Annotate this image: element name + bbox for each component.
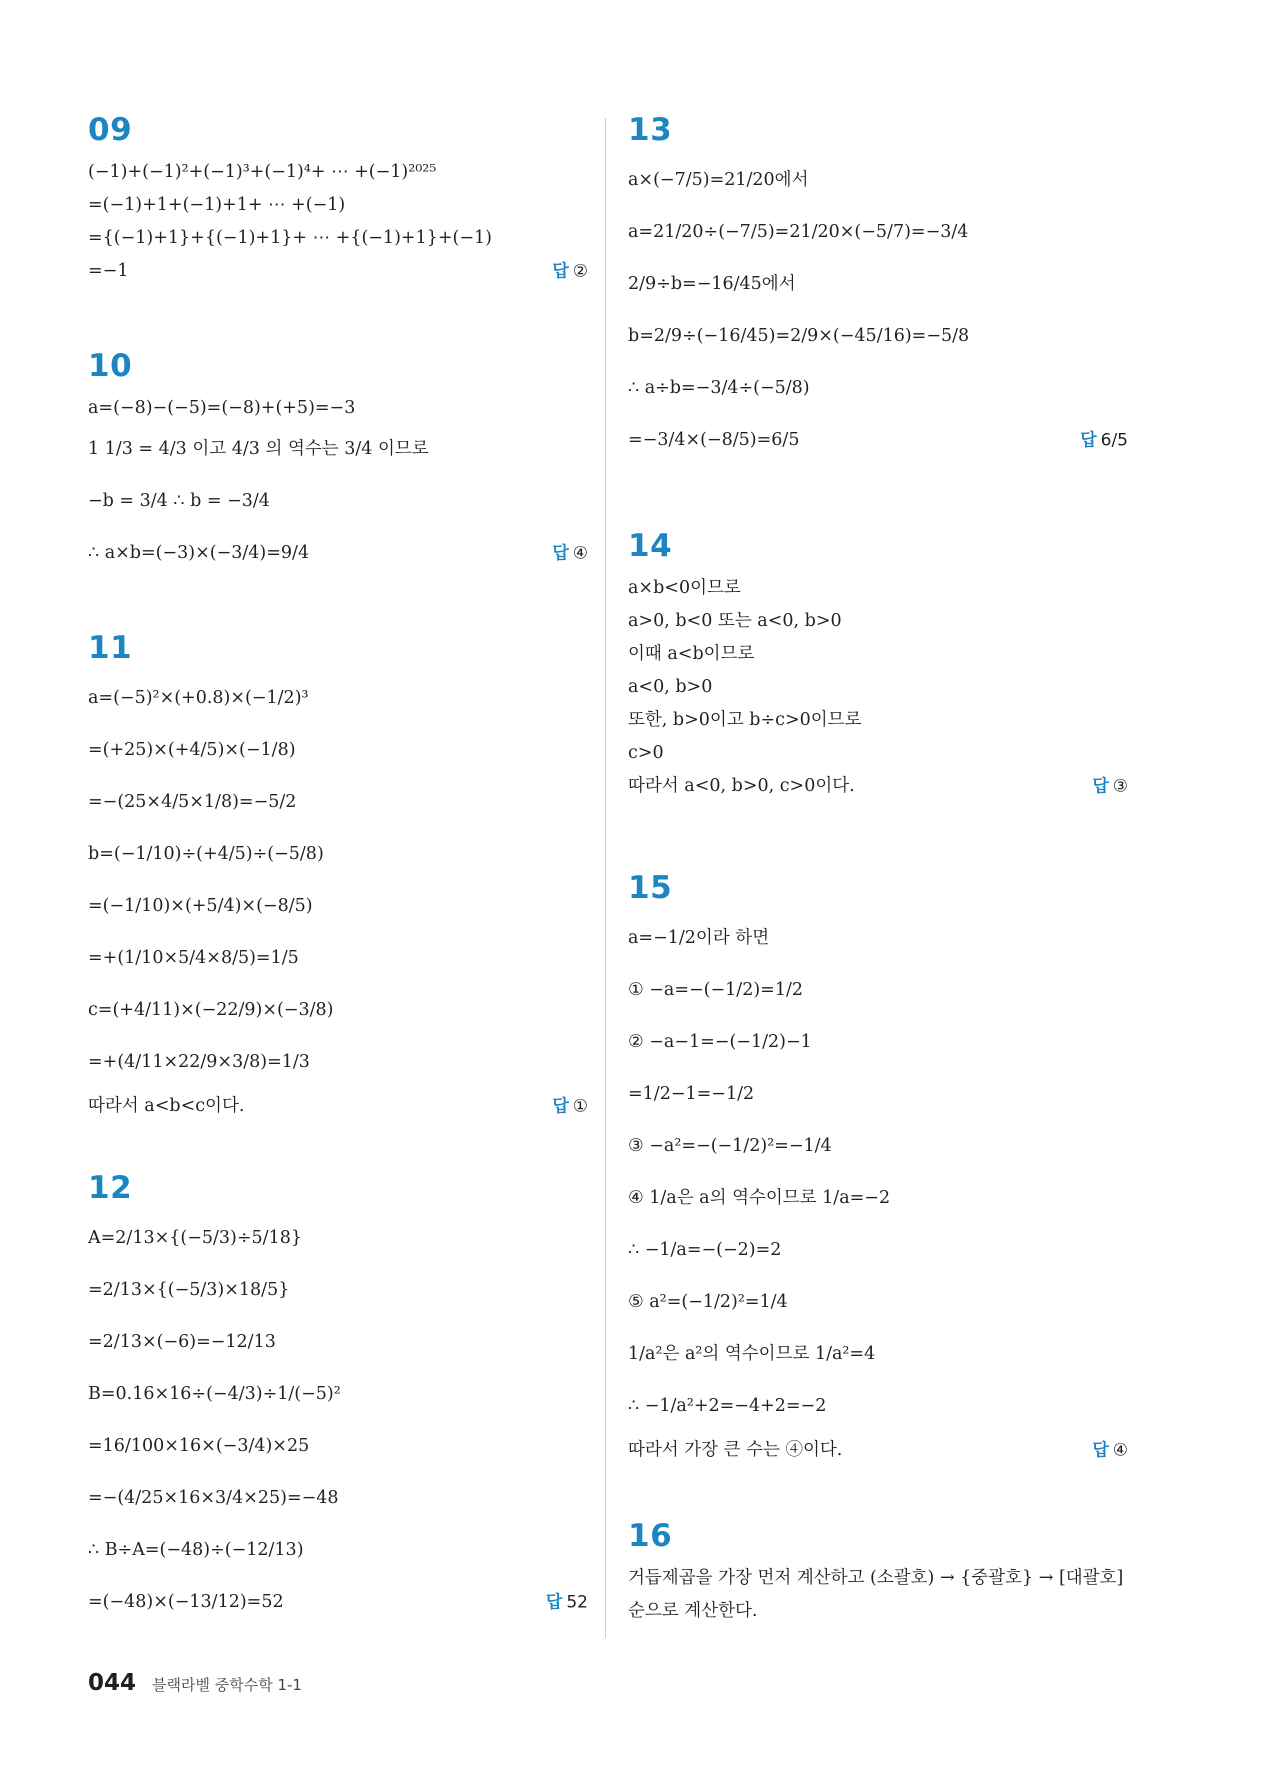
solution-line-text: =−3/4×(−8/5)=6/5 [628,430,800,451]
solution-line: 1/a²은 a²의 역수이므로 1/a²=4 [628,1344,876,1365]
solution-line [88,1580,588,1626]
solution-line: =(−1/10)×(+5/4)×(−8/5) [88,896,313,917]
solution-line-text: ∴ a×b=(−3)×(−3/4)=9/4 [88,543,310,564]
solution-line: ={(−1)+1}+{(−1)+1}+ ⋯ +{(−1)+1}+(−1) [88,228,492,249]
solution-line [628,418,1128,464]
solution-line: −b = 3/4 ∴ b = −3/4 [88,491,270,512]
answer-label: 답 [552,261,569,282]
solution-line: a=(−5)²×(+0.8)×(−1/2)³ [88,688,309,709]
solution-line: =16/100×16×(−3/4)×25 [88,1436,310,1457]
page-number: 044 [88,1670,137,1696]
solution-line: (−1)+(−1)²+(−1)³+(−1)⁴+ ⋯ +(−1)²⁰²⁵ [88,162,437,183]
solution-line [88,1095,588,1119]
solution-line-text: 따라서 가장 큰 수는 ④이다. [628,1440,843,1461]
solution-16 [628,1518,1128,1624]
solution-10 [88,348,588,577]
solution-line: ③ −a²=−(−1/2)²=−1/4 [628,1136,832,1157]
solution-line: c=(+4/11)×(−22/9)×(−3/8) [88,1000,334,1021]
solution-line: c>0 [628,743,664,764]
solution-line: =−(4/25×16×3/4×25)=−48 [88,1488,339,1509]
answer-label: 답 [545,1592,563,1613]
solution-line: 2/9÷b=−16/45에서 [628,274,796,295]
solution-line: a<0, b>0 [628,677,713,698]
solution-11 [88,630,588,1119]
answer-label: 답 [1092,1440,1109,1461]
solution-line: 또한, b>0이고 b÷c>0이므로 [628,710,862,731]
solution-line: ∴ B÷A=(−48)÷(−12/13) [88,1540,304,1561]
solution-line: =−(25×4/5×1/8)=−5/2 [88,792,297,813]
solution-line-text: =(−48)×(−13/12)=52 [88,1592,284,1613]
problem-number: 10 [88,348,133,384]
solution-09 [88,112,588,284]
answer-value: ① [572,1096,588,1117]
solution-line: ④ 1/a은 a의 역수이므로 1/a=−2 [628,1188,891,1209]
solution-line: =+(1/10×5/4×8/5)=1/5 [88,948,299,969]
solution-line: ∴ a÷b=−3/4÷(−5/8) [628,378,810,399]
page-footer [88,1670,302,1696]
solution-line-text: 따라서 a<0, b>0, c>0이다. [628,776,855,797]
solution-line: =(+25)×(+4/5)×(−1/8) [88,740,296,761]
solution-13 [628,112,1128,464]
solution-line: ∴ −1/a²+2=−4+2=−2 [628,1396,827,1417]
answer-label: 답 [1080,430,1097,451]
solution-line: ② −a−1=−(−1/2)−1 [628,1032,812,1053]
solution-line: a>0, b<0 또는 a<0, b>0 [628,611,842,632]
problem-number: 15 [628,870,673,906]
solution-line: a×(−7/5)=21/20에서 [628,170,809,191]
solution-line: b=2/9÷(−16/45)=2/9×(−45/16)=−5/8 [628,326,970,347]
problem-number: 14 [628,528,673,564]
answer-label: 답 [552,543,569,564]
solution-line: =2/13×{(−5/3)×18/5} [88,1280,290,1301]
solution-line: B=0.16×16÷(−4/3)÷1/(−5)² [88,1384,341,1405]
solution-15 [628,870,1128,1463]
solution-line: 순으로 계산한다. [628,1601,758,1622]
problem-number: 11 [88,630,133,666]
solution-line: A=2/13×{(−5/3)÷5/18} [88,1228,302,1249]
answer-value: 6/5 [1100,430,1128,451]
answer-marker [1092,776,1128,797]
answer-value: ④ [572,543,588,564]
problem-number: 09 [88,112,133,148]
solution-line: ∴ −1/a=−(−2)=2 [628,1240,782,1261]
solution-line: b=(−1/10)÷(+4/5)÷(−5/8) [88,844,324,865]
answer-value: ③ [1112,776,1128,797]
book-title: 블랙라벨 중학수학 1-1 [152,1676,302,1694]
solution-12 [88,1170,588,1626]
solution-line: a=−1/2이라 하면 [628,928,770,949]
solution-line: =1/2−1=−1/2 [628,1084,755,1105]
solution-line: =2/13×(−6)=−12/13 [88,1332,276,1353]
answer-marker [1080,430,1128,451]
answer-value: ② [572,261,588,282]
answer-label: 답 [552,1096,569,1117]
solution-line-text: =−1 [88,261,129,282]
solution-line [88,531,588,577]
solution-line: a=21/20÷(−7/5)=21/20×(−5/7)=−3/4 [628,222,969,243]
problem-number: 16 [628,1518,673,1554]
solution-line [628,1439,1128,1463]
answer-marker [1092,1440,1128,1461]
answer-marker [552,543,588,564]
solution-line: 이때 a<b이므로 [628,644,755,665]
solution-line: a=(−8)−(−5)=(−8)+(+5)=−3 [88,398,356,419]
solution-14 [628,528,1128,799]
solution-line [88,260,588,284]
solution-line-text: 따라서 a<b<c이다. [88,1096,245,1117]
answer-marker [552,1096,588,1117]
solution-line: =+(4/11×22/9×3/8)=1/3 [88,1052,310,1073]
answer-value: 52 [566,1592,588,1613]
solution-line: a×b<0이므로 [628,578,741,599]
problem-number: 13 [628,112,673,148]
problem-number: 12 [88,1170,133,1206]
solution-line: ① −a=−(−1/2)=1/2 [628,980,803,1001]
solution-line: ⑤ a²=(−1/2)²=1/4 [628,1292,788,1313]
solution-line [628,775,1128,799]
answer-marker [552,261,588,282]
solution-line: 거듭제곱을 가장 먼저 계산하고 (소괄호) → {중괄호} → [대괄호] [628,1568,1124,1589]
column-divider [605,118,606,1638]
answer-value: ④ [1112,1440,1128,1461]
answer-marker [545,1592,588,1613]
solution-line: 1 1/3 = 4/3 이고 4/3 의 역수는 3/4 이므로 [88,439,429,460]
answer-label: 답 [1092,776,1109,797]
solution-line: =(−1)+1+(−1)+1+ ⋯ +(−1) [88,195,346,216]
